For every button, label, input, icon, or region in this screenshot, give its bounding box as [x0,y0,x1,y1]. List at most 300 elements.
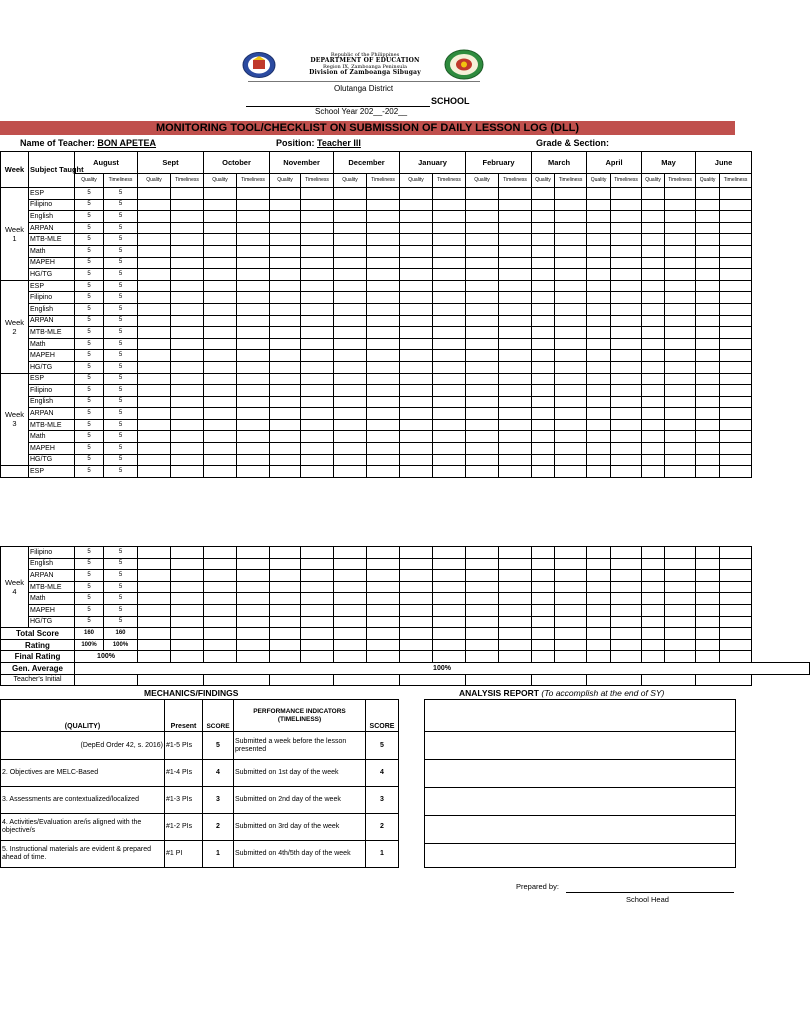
score-cell[interactable] [642,639,665,651]
score-cell[interactable] [400,593,433,605]
score-cell[interactable] [499,222,532,234]
score-cell[interactable] [696,234,720,246]
score-cell[interactable] [138,593,171,605]
score-cell[interactable] [204,338,237,350]
score-cell[interactable] [499,338,532,350]
score-cell[interactable] [587,604,611,616]
score-cell[interactable] [270,604,301,616]
score-cell[interactable] [611,570,642,582]
score-cell[interactable] [532,188,555,200]
score-cell[interactable] [171,315,204,327]
score-cell[interactable] [720,581,752,593]
score-cell[interactable] [696,269,720,281]
score-cell[interactable] [400,327,433,339]
score-cell[interactable] [204,593,237,605]
score-cell[interactable] [466,593,499,605]
score-cell[interactable] [720,454,752,466]
score-cell[interactable] [334,570,367,582]
score-cell[interactable] [270,454,301,466]
score-cell[interactable] [532,361,555,373]
score-cell[interactable] [367,431,400,443]
score-cell[interactable] [301,639,334,651]
score-cell[interactable] [138,350,171,362]
score-cell[interactable] [433,188,466,200]
score-cell[interactable] [433,234,466,246]
score-cell[interactable] [642,269,665,281]
score-cell[interactable] [466,639,499,651]
score-cell[interactable] [400,257,433,269]
score-cell[interactable] [400,570,433,582]
score-cell[interactable] [400,616,433,628]
score-cell[interactable] [555,396,587,408]
score-cell[interactable] [720,570,752,582]
score-cell[interactable] [400,419,433,431]
score-cell[interactable] [611,604,642,616]
score-cell[interactable] [720,639,752,651]
score-cell[interactable] [696,385,720,397]
score-cell[interactable] [400,303,433,315]
score-cell[interactable] [204,443,237,455]
score-cell[interactable] [334,269,367,281]
score-cell[interactable] [532,199,555,211]
score-cell[interactable] [334,257,367,269]
score-cell[interactable] [171,269,204,281]
score-cell[interactable] [138,199,171,211]
score-cell[interactable] [587,315,611,327]
score-cell[interactable] [665,315,696,327]
score-cell[interactable] [400,431,433,443]
score-cell[interactable] [587,454,611,466]
score-cell[interactable] [720,257,752,269]
score-cell[interactable] [301,269,334,281]
score-cell[interactable] [433,616,466,628]
score-cell[interactable] [367,581,400,593]
score-cell[interactable] [555,639,587,651]
score-cell[interactable] [270,570,301,582]
score-cell[interactable] [696,396,720,408]
score-cell[interactable] [642,222,665,234]
score-cell[interactable] [138,315,171,327]
score-cell[interactable] [642,466,665,478]
score-cell[interactable] [720,651,752,663]
score-cell[interactable] [665,628,696,640]
score-cell[interactable] [696,315,720,327]
score-cell[interactable] [499,547,532,559]
score-cell[interactable] [466,315,499,327]
score-cell[interactable] [611,593,642,605]
score-cell[interactable] [499,188,532,200]
score-cell[interactable] [532,327,555,339]
score-cell[interactable] [270,385,301,397]
score-cell[interactable] [204,431,237,443]
score-cell[interactable] [720,327,752,339]
score-cell[interactable] [367,628,400,640]
score-cell[interactable] [611,245,642,257]
score-cell[interactable] [587,443,611,455]
score-cell[interactable] [334,361,367,373]
score-cell[interactable] [466,373,499,385]
score-cell[interactable] [204,547,237,559]
score-cell[interactable] [171,639,204,651]
score-cell[interactable] [400,361,433,373]
score-cell[interactable] [499,350,532,362]
score-cell[interactable] [301,373,334,385]
score-cell[interactable] [400,222,433,234]
score-cell[interactable] [696,303,720,315]
score-cell[interactable] [696,257,720,269]
score-cell[interactable] [696,211,720,223]
score-cell[interactable] [555,570,587,582]
score-cell[interactable] [270,338,301,350]
score-cell[interactable] [433,199,466,211]
score-cell[interactable] [204,408,237,420]
score-cell[interactable] [665,593,696,605]
score-cell[interactable] [400,188,433,200]
score-cell[interactable] [720,547,752,559]
score-cell[interactable] [171,199,204,211]
score-cell[interactable] [237,373,270,385]
score-cell[interactable] [642,431,665,443]
score-cell[interactable] [204,570,237,582]
score-cell[interactable] [642,338,665,350]
score-cell[interactable] [433,257,466,269]
score-cell[interactable] [587,211,611,223]
score-cell[interactable] [466,199,499,211]
score-cell[interactable] [367,616,400,628]
score-cell[interactable] [237,454,270,466]
score-cell[interactable] [171,338,204,350]
score-cell[interactable] [696,338,720,350]
score-cell[interactable] [334,385,367,397]
score-cell[interactable] [400,280,433,292]
score-cell[interactable] [138,211,171,223]
score-cell[interactable] [270,396,301,408]
score-cell[interactable] [587,361,611,373]
score-cell[interactable] [696,443,720,455]
score-cell[interactable] [587,581,611,593]
score-cell[interactable] [334,408,367,420]
score-cell[interactable] [400,466,433,478]
score-cell[interactable] [532,639,555,651]
prepared-by-signature-line[interactable] [566,892,734,893]
score-cell[interactable] [720,385,752,397]
score-cell[interactable] [334,396,367,408]
score-cell[interactable] [611,628,642,640]
score-cell[interactable] [171,581,204,593]
score-cell[interactable] [532,454,555,466]
score-cell[interactable] [642,443,665,455]
score-cell[interactable] [237,570,270,582]
score-cell[interactable] [696,558,720,570]
score-cell[interactable] [334,245,367,257]
score-cell[interactable] [720,199,752,211]
score-cell[interactable] [433,639,466,651]
score-cell[interactable] [204,581,237,593]
score-cell[interactable] [171,361,204,373]
score-cell[interactable] [555,419,587,431]
score-cell[interactable] [720,604,752,616]
score-cell[interactable] [466,292,499,304]
score-cell[interactable] [237,280,270,292]
score-cell[interactable] [270,593,301,605]
score-cell[interactable] [270,639,301,651]
score-cell[interactable] [237,651,270,663]
score-cell[interactable] [532,315,555,327]
score-cell[interactable] [334,616,367,628]
score-cell[interactable] [237,199,270,211]
score-cell[interactable] [433,547,466,559]
score-cell[interactable] [532,303,555,315]
initial-cell[interactable] [696,674,752,686]
score-cell[interactable] [532,581,555,593]
score-cell[interactable] [720,558,752,570]
score-cell[interactable] [204,396,237,408]
score-cell[interactable] [138,303,171,315]
score-cell[interactable] [696,639,720,651]
score-cell[interactable] [532,419,555,431]
score-cell[interactable] [587,547,611,559]
score-cell[interactable] [720,373,752,385]
score-cell[interactable] [642,303,665,315]
score-cell[interactable] [138,292,171,304]
score-cell[interactable] [665,604,696,616]
score-cell[interactable] [555,558,587,570]
score-cell[interactable] [171,373,204,385]
score-cell[interactable] [367,350,400,362]
score-cell[interactable] [171,431,204,443]
score-cell[interactable] [555,443,587,455]
initial-cell[interactable] [138,674,204,686]
score-cell[interactable] [433,350,466,362]
score-cell[interactable] [532,245,555,257]
score-cell[interactable] [400,245,433,257]
score-cell[interactable] [720,234,752,246]
score-cell[interactable] [696,466,720,478]
score-cell[interactable] [400,350,433,362]
score-cell[interactable] [270,327,301,339]
score-cell[interactable] [532,651,555,663]
score-cell[interactable] [587,188,611,200]
score-cell[interactable] [642,211,665,223]
score-cell[interactable] [204,234,237,246]
score-cell[interactable] [720,431,752,443]
score-cell[interactable] [466,234,499,246]
score-cell[interactable] [642,408,665,420]
score-cell[interactable] [138,616,171,628]
score-cell[interactable] [334,303,367,315]
score-cell[interactable] [532,616,555,628]
score-cell[interactable] [466,245,499,257]
score-cell[interactable] [367,443,400,455]
score-cell[interactable] [696,547,720,559]
score-cell[interactable] [237,361,270,373]
score-cell[interactable] [270,616,301,628]
score-cell[interactable] [466,443,499,455]
score-cell[interactable] [720,245,752,257]
score-cell[interactable] [499,396,532,408]
score-cell[interactable] [642,628,665,640]
score-cell[interactable] [611,443,642,455]
initial-cell[interactable] [587,674,642,686]
score-cell[interactable] [611,558,642,570]
score-cell[interactable] [587,245,611,257]
score-cell[interactable] [138,188,171,200]
score-cell[interactable] [611,327,642,339]
score-cell[interactable] [466,269,499,281]
score-cell[interactable] [696,350,720,362]
score-cell[interactable] [642,315,665,327]
score-cell[interactable] [587,628,611,640]
score-cell[interactable] [665,350,696,362]
score-cell[interactable] [587,199,611,211]
score-cell[interactable] [367,234,400,246]
score-cell[interactable] [499,454,532,466]
score-cell[interactable] [720,350,752,362]
score-cell[interactable] [611,199,642,211]
score-cell[interactable] [665,188,696,200]
score-cell[interactable] [611,419,642,431]
score-cell[interactable] [138,385,171,397]
score-cell[interactable] [555,466,587,478]
score-cell[interactable] [499,234,532,246]
score-cell[interactable] [433,211,466,223]
score-cell[interactable] [138,651,171,663]
score-cell[interactable] [171,327,204,339]
score-cell[interactable] [400,269,433,281]
score-cell[interactable] [587,431,611,443]
score-cell[interactable] [587,385,611,397]
score-cell[interactable] [555,454,587,466]
score-cell[interactable] [665,361,696,373]
score-cell[interactable] [334,327,367,339]
score-cell[interactable] [433,373,466,385]
score-cell[interactable] [433,558,466,570]
score-cell[interactable] [204,454,237,466]
score-cell[interactable] [499,419,532,431]
score-cell[interactable] [367,280,400,292]
score-cell[interactable] [466,257,499,269]
score-cell[interactable] [532,234,555,246]
score-cell[interactable] [171,558,204,570]
score-cell[interactable] [270,303,301,315]
score-cell[interactable] [611,338,642,350]
score-cell[interactable] [665,408,696,420]
score-cell[interactable] [587,593,611,605]
score-cell[interactable] [367,361,400,373]
score-cell[interactable] [611,466,642,478]
score-cell[interactable] [611,315,642,327]
score-cell[interactable] [270,280,301,292]
score-cell[interactable] [665,616,696,628]
score-cell[interactable] [270,581,301,593]
score-cell[interactable] [301,338,334,350]
score-cell[interactable] [367,408,400,420]
score-cell[interactable] [171,443,204,455]
score-cell[interactable] [642,385,665,397]
score-cell[interactable] [466,419,499,431]
score-cell[interactable] [555,408,587,420]
score-cell[interactable] [400,373,433,385]
score-cell[interactable] [642,280,665,292]
score-cell[interactable] [555,604,587,616]
score-cell[interactable] [499,616,532,628]
score-cell[interactable] [367,245,400,257]
score-cell[interactable] [204,292,237,304]
score-cell[interactable] [433,466,466,478]
score-cell[interactable] [587,222,611,234]
score-cell[interactable] [301,350,334,362]
score-cell[interactable] [611,431,642,443]
score-cell[interactable] [587,466,611,478]
score-cell[interactable] [696,570,720,582]
score-cell[interactable] [334,222,367,234]
score-cell[interactable] [466,350,499,362]
score-cell[interactable] [665,234,696,246]
score-cell[interactable] [555,327,587,339]
score-cell[interactable] [237,593,270,605]
score-cell[interactable] [555,616,587,628]
score-cell[interactable] [555,547,587,559]
score-cell[interactable] [611,280,642,292]
score-cell[interactable] [270,199,301,211]
score-cell[interactable] [642,292,665,304]
score-cell[interactable] [555,651,587,663]
score-cell[interactable] [334,581,367,593]
score-cell[interactable] [466,211,499,223]
score-cell[interactable] [237,431,270,443]
score-cell[interactable] [696,199,720,211]
score-cell[interactable] [301,199,334,211]
score-cell[interactable] [270,443,301,455]
score-cell[interactable] [171,466,204,478]
score-cell[interactable] [204,639,237,651]
score-cell[interactable] [665,443,696,455]
score-cell[interactable] [532,431,555,443]
score-cell[interactable] [334,593,367,605]
score-cell[interactable] [237,245,270,257]
score-cell[interactable] [138,581,171,593]
initial-cell[interactable] [532,674,587,686]
score-cell[interactable] [237,616,270,628]
score-cell[interactable] [665,292,696,304]
score-cell[interactable] [301,292,334,304]
score-cell[interactable] [665,419,696,431]
initial-cell[interactable] [270,674,334,686]
score-cell[interactable] [555,593,587,605]
score-cell[interactable] [555,269,587,281]
score-cell[interactable] [400,651,433,663]
score-cell[interactable] [720,211,752,223]
score-cell[interactable] [532,604,555,616]
score-cell[interactable] [532,396,555,408]
score-cell[interactable] [334,373,367,385]
score-cell[interactable] [138,222,171,234]
score-cell[interactable] [171,604,204,616]
score-cell[interactable] [367,396,400,408]
score-cell[interactable] [433,361,466,373]
score-cell[interactable] [204,280,237,292]
score-cell[interactable] [237,327,270,339]
score-cell[interactable] [171,257,204,269]
score-cell[interactable] [270,408,301,420]
score-cell[interactable] [499,570,532,582]
score-cell[interactable] [499,280,532,292]
score-cell[interactable] [204,199,237,211]
score-cell[interactable] [665,431,696,443]
score-cell[interactable] [301,396,334,408]
score-cell[interactable] [367,338,400,350]
score-cell[interactable] [611,547,642,559]
